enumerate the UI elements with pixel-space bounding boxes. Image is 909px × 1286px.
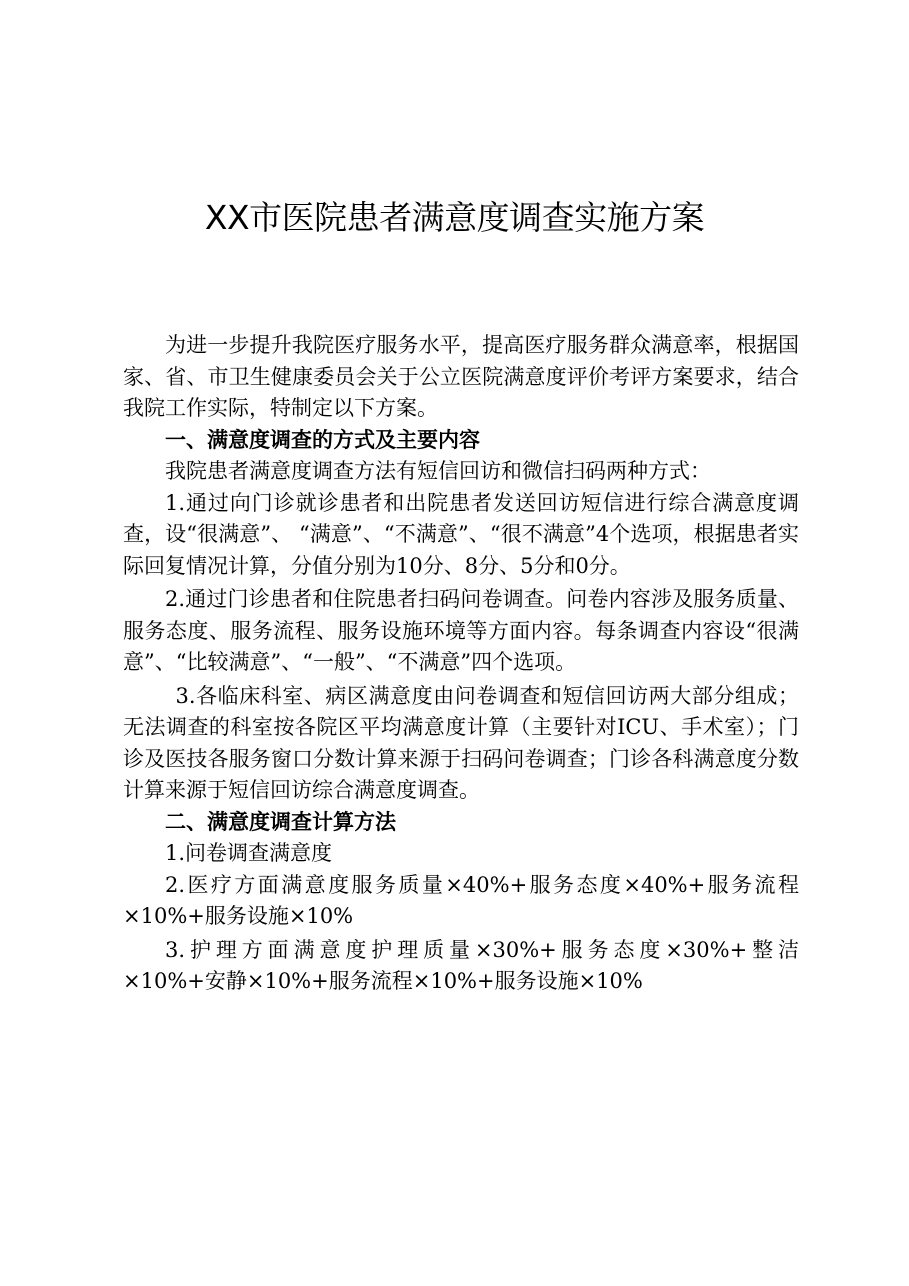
page-title: XX市医院患者满意度调查实施方案	[204, 198, 705, 237]
qr-survey-paragraph: 2.通过门诊患者和住院患者扫码问卷调查。问卷内容涉及服务质量、服务态度、服务流程、服务设施环境等方面内容。每条调查内容设“很满意”、“比较满意”、“一般”、“不满意”四个选项。	[123, 587, 799, 674]
questionnaire-item: 1.问卷调查满意度	[165, 841, 333, 865]
section-heading-2: 二、满意度调查计算方法	[165, 809, 396, 834]
document-body	[123, 330, 799, 998]
sms-survey-paragraph: 1.通过向门诊就诊患者和出院患者发送回访短信进行综合满意度调查，设“很满意”、 “满意”、“不满意”、“很不满意”4个选项，根据患者实际回复情况计算，分值分别为10分、8分、5分和0分。	[123, 490, 799, 578]
section-heading-1: 一、满意度调查的方式及主要内容	[165, 427, 480, 452]
medical-formula-item: 2.医疗方面满意度服务质量×40%+服务态度×40%+服务流程×10%+服务设施×10%	[123, 872, 799, 928]
nursing-formula-item: 3.护理方面满意度护理质量×30%+服务态度×30%+整洁×10%+安静×10%+服务流程×10%+服务设施×10%	[123, 937, 799, 993]
intro-paragraph: 为进一步提升我院医疗服务水平，提高医疗服务群众满意率，根据国家、省、市卫生健康委员会关于公立医院满意度评价考评方案要求，结合我院工作实际，特制定以下方案。	[123, 333, 799, 420]
department-scoring-paragraph: 3.各临床科室、病区满意度由问卷调查和短信回访两大部分组成；无法调查的科室按各院区平均满意度计算（主要针对ICU、手术室）；门诊及医技各服务窗口分数计算来源于扫码问卷调查；门诊各科满意度分数计算来源于短信回访综合满意度调查。	[123, 683, 799, 802]
survey-methods-paragraph: 我院患者满意度调查方法有短信回访和微信扫码两种方式：	[165, 459, 711, 483]
